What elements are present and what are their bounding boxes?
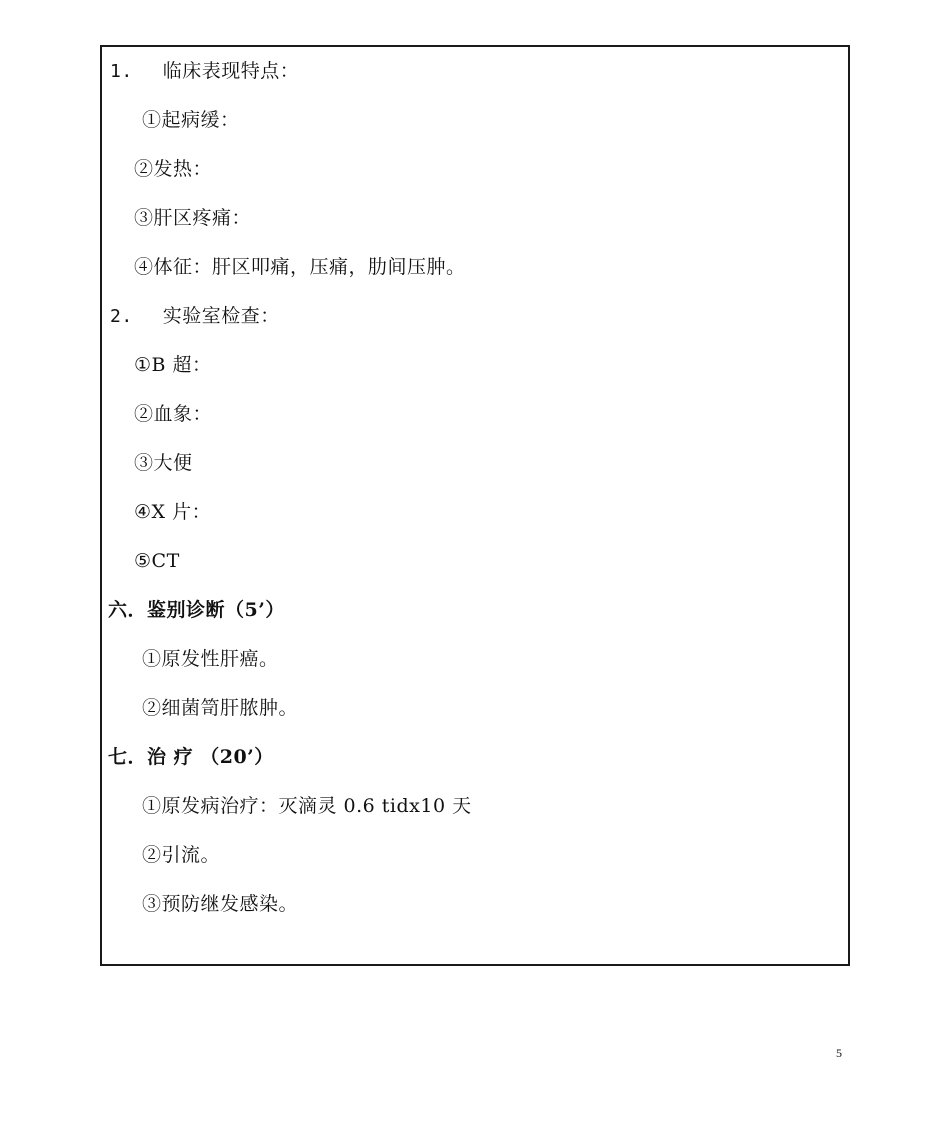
section-clinical-title: 临床表现特点： xyxy=(162,60,300,82)
lab-item: ①B 超： xyxy=(134,354,212,376)
treatment-item: ③预防继发感染。 xyxy=(142,893,299,915)
clinical-item: ④体征：肝区叩痛，压痛，肋间压肿。 xyxy=(134,256,466,278)
clinical-item: ③肝区疼痛： xyxy=(134,207,252,229)
section-lab-heading xyxy=(110,304,280,329)
lab-item: ⑤CT xyxy=(134,550,180,572)
clinical-item: ②发热： xyxy=(134,158,213,180)
lab-item: ④X 片： xyxy=(134,501,212,523)
content-frame xyxy=(100,45,850,966)
treatment-item: ①原发病治疗：灭滴灵 0.6 tidx10 天 xyxy=(142,795,472,817)
section-differential-heading: 六．鉴别诊断（5’） xyxy=(108,599,285,621)
page-number: 5 xyxy=(836,1046,842,1060)
lab-item: ②血象： xyxy=(134,403,213,425)
differential-item: ②细菌笥肝脓肿。 xyxy=(142,697,299,719)
lab-item: ③大便 xyxy=(134,452,193,474)
section-lab-number: 2. xyxy=(110,306,133,327)
section-clinical-number: 1. xyxy=(110,61,133,82)
treatment-item: ②引流。 xyxy=(142,844,221,866)
section-lab-title: 实验室检查： xyxy=(162,305,280,327)
differential-item: ①原发性肝癌。 xyxy=(142,648,279,670)
clinical-item: ①起病缓： xyxy=(142,109,240,131)
section-clinical-heading xyxy=(110,59,299,84)
section-treatment-heading: 七．治 疗 （20’） xyxy=(108,746,274,768)
